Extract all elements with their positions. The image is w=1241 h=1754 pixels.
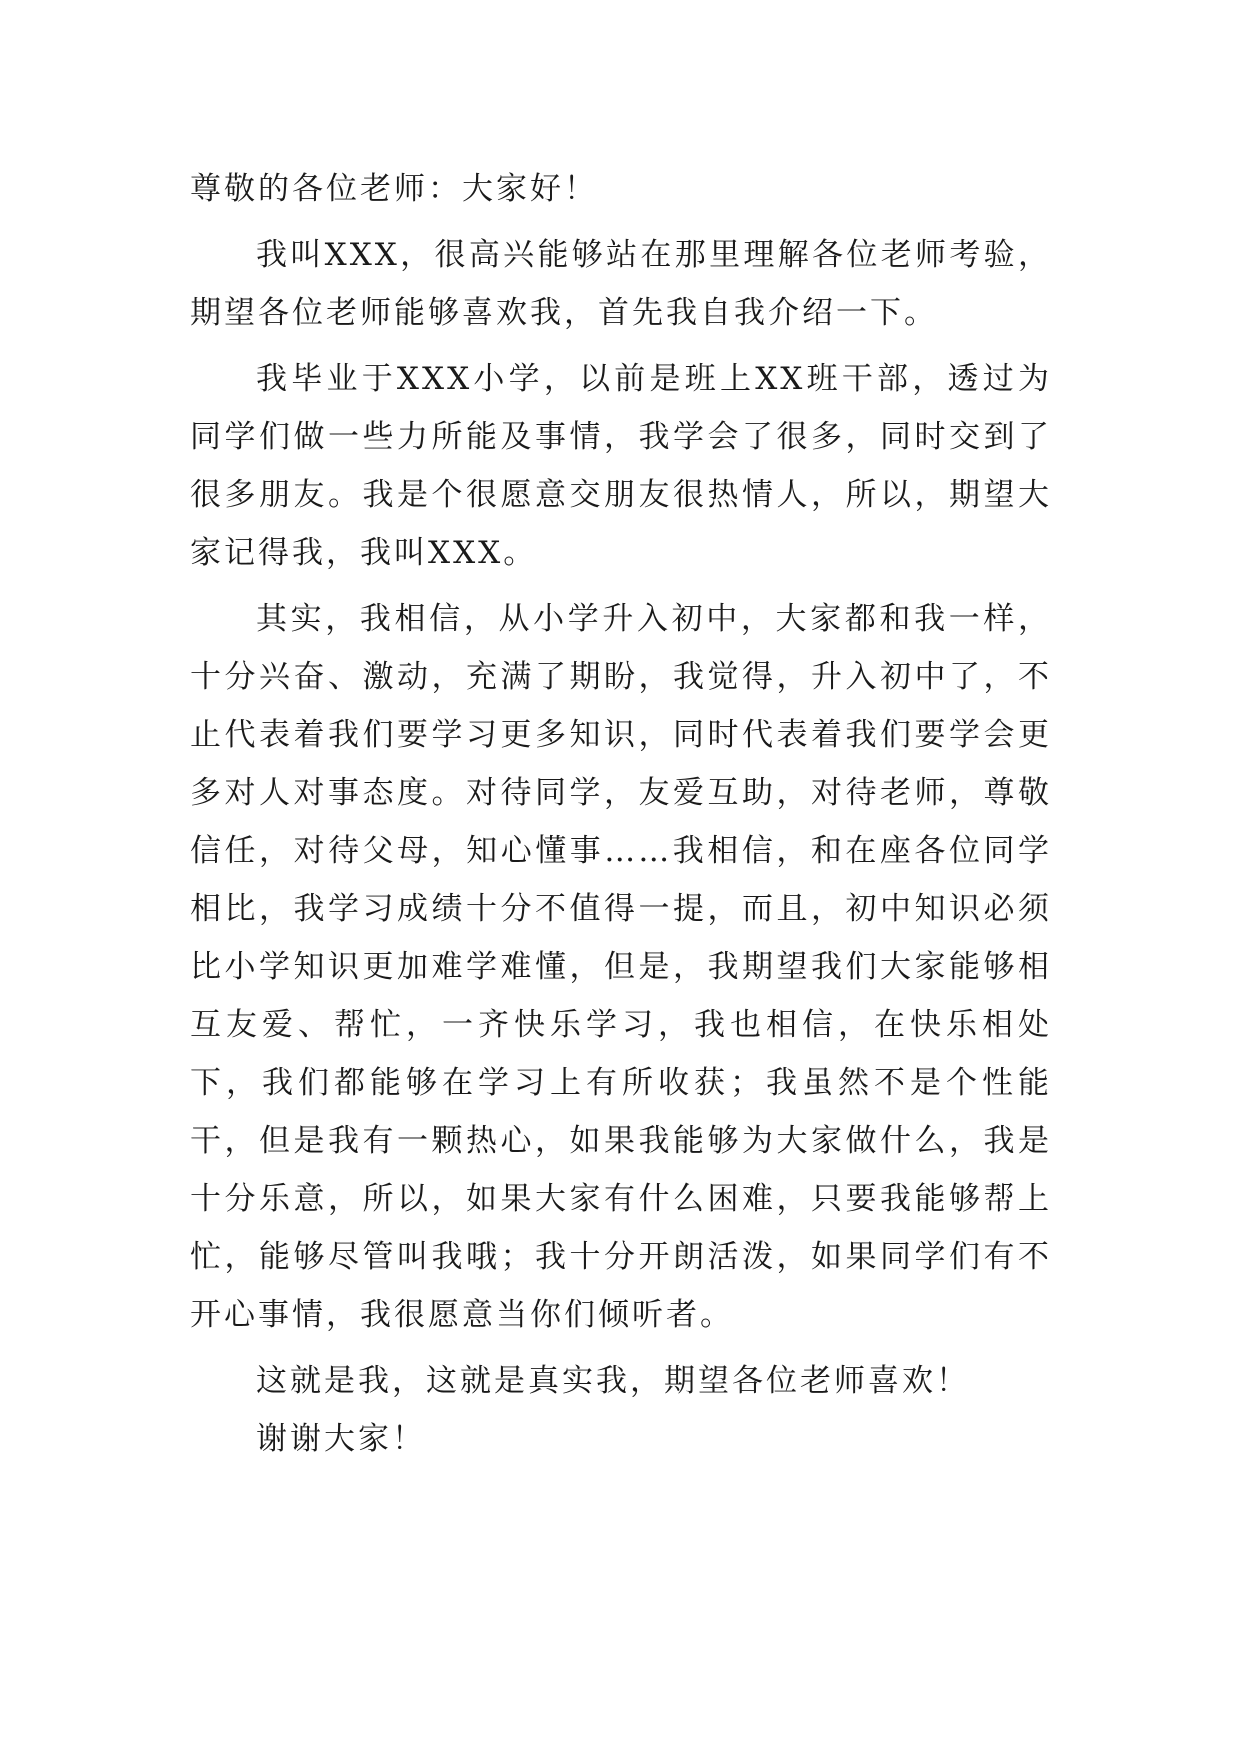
- thanks-line: 谢谢大家！: [256, 1421, 426, 1457]
- paragraph-introduction: 我叫XXX，很高兴能够站在那里理解各位老师考验，期望各位老师能够喜欢我，首先我自我介绍一下。: [190, 237, 1052, 331]
- paragraph-expectations: 其实，我相信，从小学升入初中，大家都和我一样，十分兴奋、激动，充满了期盼，我觉得，升入初中了，不止代表着我们要学习更多知识，同时代表着我们要学会更多对人对事态度。对待同学，友爱互助，对待老师，尊敬信任，对待父母，知心懂事……我相信，和在座各位同学相比，我学习成绩十分不值得一提，而且，初中知识必须比小学知识更加难学难懂，但是，我期望我们大家能够相互友爱、帮忙，一齐快乐学习，我也相信，在快乐相处下，我们都能够在学习上有所收获；我虽然不是个性能干，但是我有一颗热心，如果我能够为大家做什么，我是十分乐意，所以，如果大家有什么困难，只要我能够帮上忙，能够尽管叫我哦；我十分开朗活泼，如果同学们有不开心事情，我很愿意当你们倾听者。: [190, 601, 1052, 1333]
- closing-line: 这就是我，这就是真实我，期望各位老师喜欢！: [256, 1363, 970, 1399]
- greeting-line: 尊敬的各位老师：大家好！: [190, 171, 598, 207]
- paragraph-background: 我毕业于XXX小学，以前是班上XX班干部，透过为同学们做一些力所能及事情，我学会了很多，同时交到了很多朋友。我是个很愿意交朋友很热情人，所以，期望大家记得我，我叫XXX。: [190, 361, 1052, 571]
- speech-body: [190, 160, 1052, 1468]
